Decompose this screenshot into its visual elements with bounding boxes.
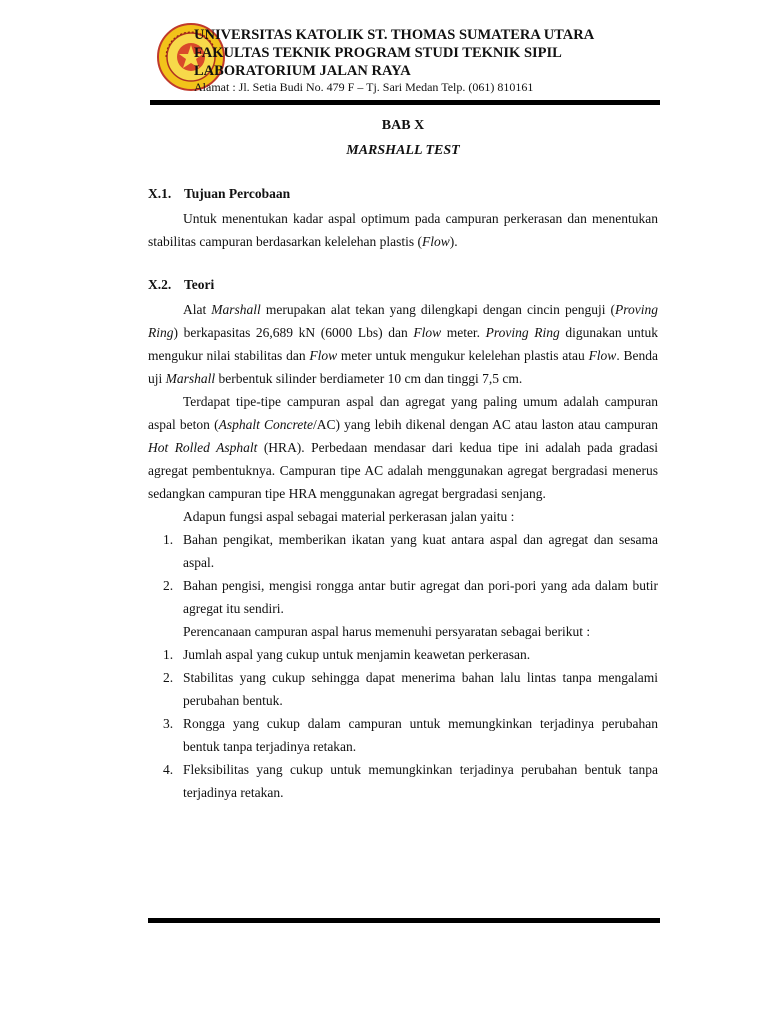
text-run: Untuk menentukan kadar aspal optimum pada campuran perkerasan dan menentukan stabilitas campuran berdasarkan kelelehan plastis ( xyxy=(148,211,658,249)
italic-term: Marshall xyxy=(211,302,261,317)
text-run: . Benda uji xyxy=(148,348,658,386)
italic-term: Flow xyxy=(422,234,450,249)
text-run: (HRA). Perbedaan mendasar dari kedua tipe ini adalah pada gradasi agregat pembentuknya. Campuran tipe AC adalah menggunakan agregat bergradasi menerus sedangkan campuran tipe HRA menggunakan agregat bergradasi senjang. xyxy=(148,440,658,501)
chapter-heading: BAB X xyxy=(381,118,425,133)
section-number: X.1. xyxy=(148,186,172,201)
section-title: Tujuan Percobaan xyxy=(184,186,291,201)
italic-term: Asphalt Concrete xyxy=(218,417,313,432)
list-item: 2. Stabilitas yang cukup sehingga dapat menerima bahan lalu lintas tanpa mengalami perubahan bentuk. xyxy=(163,670,658,708)
faculty-name: FAKULTAS TEKNIK PROGRAM STUDI TEKNIK SIPIL xyxy=(194,45,562,61)
text-run: meter. xyxy=(441,325,486,340)
list-fungsi-aspal xyxy=(148,528,658,620)
paragraph-perencanaan: Perencanaan campuran aspal harus memenuhi persyaratan sebagai berikut : xyxy=(183,624,591,639)
text-run: /AC) yang lebih dikenal dengan AC atau laston atau campuran xyxy=(313,417,658,432)
text-run: ) berkapasitas 26,689 kN (6000 Lbs) dan xyxy=(173,325,414,340)
paragraph-fungsi-aspal: Adapun fungsi aspal sebagai material perkerasan jalan yaitu : xyxy=(183,509,515,524)
header-rule xyxy=(150,100,660,105)
section-heading-1 xyxy=(148,182,658,205)
paragraph-alat-marshall xyxy=(148,298,658,390)
list-item: 4. Fleksibilitas yang cukup untuk memungkinkan terjadinya perubahan bentuk tanpa terjadinya retakan. xyxy=(163,762,658,800)
list-item: 3. Rongga yang cukup dalam campuran untuk memungkinkan terjadinya perubahan bentuk tanpa terjadinya retakan. xyxy=(163,716,658,754)
section-title: Teori xyxy=(184,277,215,292)
italic-term: Marshall xyxy=(165,371,216,386)
section-number: X.2. xyxy=(148,277,172,292)
text-run: merupakan alat tekan yang dilengkapi dengan cincin penguji ( xyxy=(260,302,615,317)
list-persyaratan xyxy=(148,643,658,804)
text-run: berbentuk silinder berdiameter 10 cm dan tinggi 7,5 cm. xyxy=(215,371,523,386)
text-run: digunakan untuk mengukur nilai stabilitas dan xyxy=(148,325,658,363)
text-run: Alat xyxy=(183,302,212,317)
paragraph-tujuan xyxy=(148,207,658,253)
italic-term: Flow xyxy=(588,348,617,363)
italic-term: Flow xyxy=(309,348,338,363)
text-run: meter untuk mengukur kelelehan plastis atau xyxy=(337,348,589,363)
text-run: Terdapat tipe-tipe campuran aspal dan agregat yang paling umum adalah campuran aspal beton ( xyxy=(148,394,658,432)
italic-term: Hot Rolled Asphalt xyxy=(148,440,258,455)
italic-term: Proving Ring xyxy=(148,302,658,340)
italic-term: Flow xyxy=(413,325,442,340)
letterhead xyxy=(150,20,660,105)
paragraph-tipe-campuran xyxy=(148,390,658,505)
italic-term: Proving Ring xyxy=(485,325,560,340)
address: Alamat : Jl. Setia Budi No. 479 F – Tj. Sari Medan Telp. (061) 810161 xyxy=(194,80,534,94)
section-heading-2 xyxy=(148,273,658,296)
list-item: 1. Jumlah aspal yang cukup untuk menjamin keawetan perkerasan. xyxy=(163,647,531,662)
footer-rule xyxy=(148,918,660,923)
list-item: 2. Bahan pengisi, mengisi rongga antar butir agregat dan pori-pori yang ada dalam butir agregat itu sendiri. xyxy=(163,578,658,616)
university-name: UNIVERSITAS KATOLIK ST. THOMAS SUMATERA UTARA xyxy=(194,27,595,43)
chapter-title: MARSHALL TEST xyxy=(346,143,460,158)
laboratory-name: LABORATORIUM JALAN RAYA xyxy=(194,63,411,79)
list-item: 1. Bahan pengikat, memberikan ikatan yang kuat antara aspal dan agregat dan sesama aspal. xyxy=(163,532,658,570)
document-body xyxy=(148,110,658,804)
text-run: ). xyxy=(449,234,458,249)
